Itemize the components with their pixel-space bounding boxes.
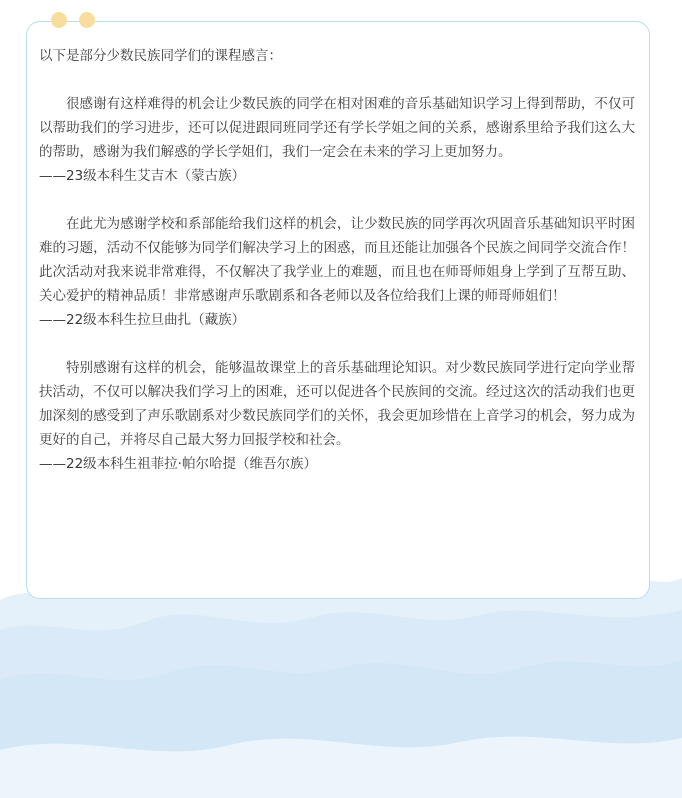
testimonial-signature: ——22级本科生祖菲拉·帕尔哈提（维吾尔族） xyxy=(39,456,317,472)
testimonial-1 xyxy=(39,92,635,188)
intro-text: 以下是部分少数民族同学们的课程感言： xyxy=(39,48,282,64)
testimonials-card xyxy=(26,21,650,599)
testimonial-text: 特别感谢有这样的机会，能够温故课堂上的音乐基础理论知识。对少数民族同学进行定向学业帮扶活动，不仅可以解决我们学习上的困难，还可以促进各个民族间的交流。经过这次的活动我们也更加深刻的感受到了声乐歌剧系对少数民族同学们的关怀，我会更加珍惜在上音学习的机会，努力成为更好的自己，并将尽自己最大努力回报学校和社会。 xyxy=(39,360,635,448)
testimonial-signature: ——22级本科生拉旦曲扎（藏族） xyxy=(39,312,246,328)
decorative-dot-2 xyxy=(79,12,95,28)
testimonial-text: 很感谢有这样难得的机会让少数民族的同学在相对困难的音乐基础知识学习上得到帮助，不仅可以帮助我们的学习进步，还可以促进跟同班同学还有学长学姐之间的关系，感谢系里给予我们这么大的帮助，感谢为我们解惑的学长学姐们，我们一定会在未来的学习上更加努力。 xyxy=(39,96,635,160)
testimonial-text: 在此尤为感谢学校和系部能给我们这样的机会，让少数民族的同学再次巩固音乐基础知识平时困难的习题，活动不仅能够为同学们解决学习上的困惑，而且还能让加强各个民族之间同学交流合作！此次活动对我来说非常难得，不仅解决了我学业上的难题，而且也在师哥师姐身上学到了互帮互助、关心爱护的精神品质！非常感谢声乐歌剧系和各老师以及各位给我们上课的师哥师姐们！ xyxy=(39,216,635,304)
testimonial-signature: ——23级本科生艾吉木（蒙古族） xyxy=(39,168,246,184)
testimonial-3 xyxy=(39,356,635,476)
decorative-dots xyxy=(51,12,101,30)
decorative-dot-1 xyxy=(51,12,67,28)
testimonial-2 xyxy=(39,212,635,332)
